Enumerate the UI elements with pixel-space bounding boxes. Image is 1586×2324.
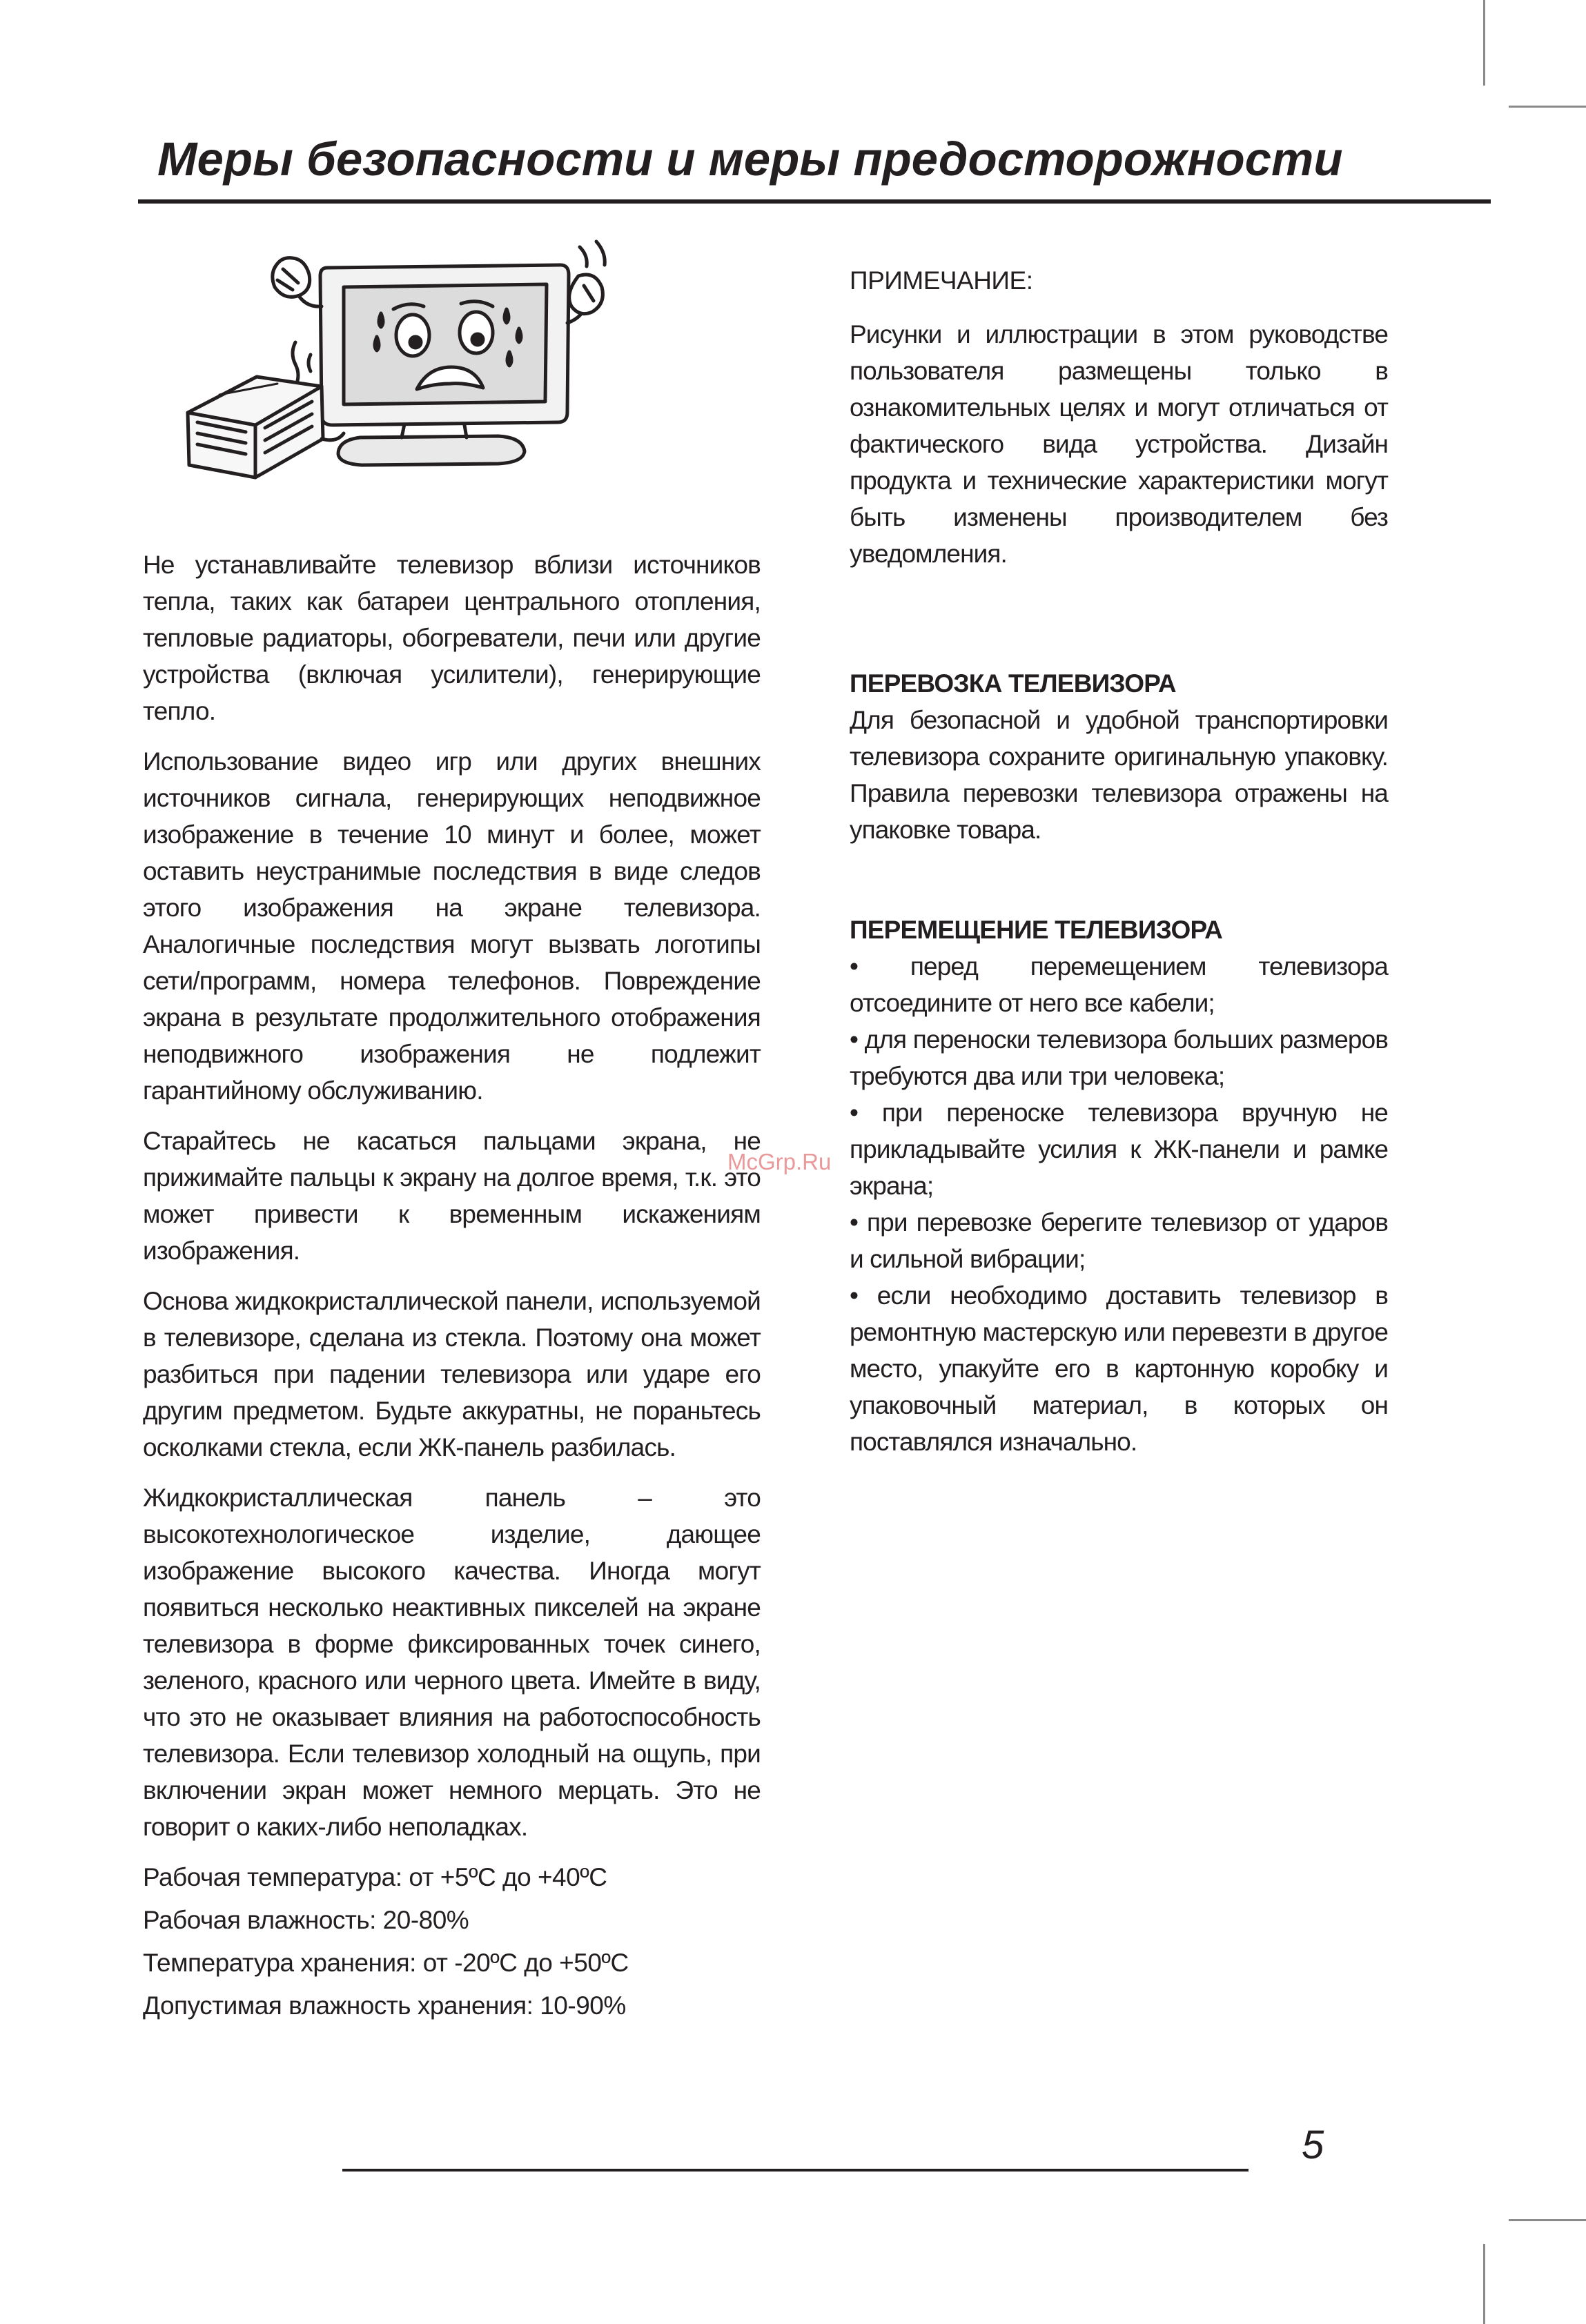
list-item: • при перевозке берегите телевизор от ударов и сильной вибрации; — [850, 1208, 1388, 1273]
crop-mark — [1483, 2244, 1485, 2324]
spec-storage-temperature: Температура хранения: от -20ºС до +50ºС — [143, 1949, 629, 1977]
paragraph-still-image: Использование видео игр или других внешних источников сигнала, генерирующих неподвижное изображение в течение 10 минут и более, может оставить неустранимые последствия в виде следов этого изображения на экране телевизора. Аналогичные последствия могут вызвать логотипы сети/программ, номера телефонов. Повреждение экрана в результате продолжительного отображения неподвижного изображения не подлежит гарантийному обслуживанию. — [143, 747, 761, 1105]
page-title: Меры безопасности и меры предосторожности — [157, 132, 1343, 186]
page-number: 5 — [1302, 2123, 1324, 2167]
paragraph-pixels: Жидкокристаллическая панель – это высокотехнологическое изделие, дающее изображение высокого качества. Иногда могут появиться несколько неактивных пикселей на экране телевизора в форме фиксированных точек синего, зеленого, красного или черного цвета. Имейте в виду, что это не оказывает влияния на работоспособность телевизора. Если телевизор холодный на ощупь, при включении экран может немного мерцать. Это не говорит о каких-либо неполадках. — [143, 1484, 761, 1841]
spec-operating-humidity: Рабочая влажность: 20-80% — [143, 1906, 469, 1934]
transport-heading: ПЕРЕВОЗКА ТЕЛЕВИЗОРА — [850, 669, 1176, 698]
moving-list — [850, 948, 1388, 1460]
scared-tv-near-heater-icon — [174, 232, 623, 508]
list-item: • перед перемещением телевизора отсоедините от него все кабели; — [850, 952, 1388, 1017]
moving-heading: ПЕРЕМЕЩЕНИЕ ТЕЛЕВИЗОРА — [850, 916, 1223, 944]
crop-mark — [1509, 106, 1586, 108]
header-rule — [138, 199, 1491, 204]
footer-rule — [342, 2169, 1249, 2172]
paragraph-glass-panel: Основа жидкокристаллической панели, используемой в телевизоре, сделана из стекла. Поэтому она может разбиться при падении телевизора или ударе его другим предметом. Будьте аккуратны, не пораньтесь осколками стекла, если ЖК-панель разбилась. — [143, 1287, 761, 1461]
left-column — [143, 546, 761, 2030]
spec-storage-humidity: Допустимая влажность хранения: 10-90% — [143, 1991, 626, 2020]
spacer — [850, 572, 1388, 665]
paragraph-heat-sources: Не устанавливайте телевизор вблизи источников тепла, таких как батареи центрального отопления, тепловые радиаторы, обогреватели, печи или другие устройства (включая усилители), генерирующие тепло. — [143, 551, 761, 725]
note-text: Рисунки и иллюстрации в этом руководстве пользователя размещены только в ознакомительных целях и могут отличаться от фактического вида устройства. Дизайн продукта и технические характеристики могут быть изменены производителем без уведомления. — [850, 320, 1388, 568]
crop-mark — [1509, 2219, 1586, 2221]
spacer — [850, 848, 1388, 912]
list-item: • при переноске телевизора вручную не прикладывайте усилия к ЖК-панели и рамке экрана; — [850, 1099, 1388, 1200]
list-item: • для переноски телевизора больших размеров требуются два или три человека; — [850, 1025, 1388, 1090]
paragraph-touch-screen: Старайтесь не касаться пальцами экрана, не прижимайте пальцы к экрану на долгое время, т.к. это может привести к временным искажениям изображения. — [143, 1127, 761, 1265]
spec-operating-temperature: Рабочая температура: от +5ºС до +40ºС — [143, 1863, 607, 1891]
transport-text: Для безопасной и удобной транспортировки телевизора сохраните оригинальную упаковку. Правила перевозки телевизора отражены на упаковке товара. — [850, 706, 1388, 844]
note-label: ПРИМЕЧАНИЕ: — [850, 266, 1033, 295]
list-item: • если необходимо доставить телевизор в ремонтную мастерскую или перевезти в другое место, упакуйте его в картонную коробку и упаковочный материал, в которых он поставлялся изначально. — [850, 1281, 1388, 1456]
watermark: McGrp.Ru — [727, 1149, 832, 1174]
right-column — [850, 262, 1388, 1460]
crop-mark — [1483, 0, 1485, 86]
